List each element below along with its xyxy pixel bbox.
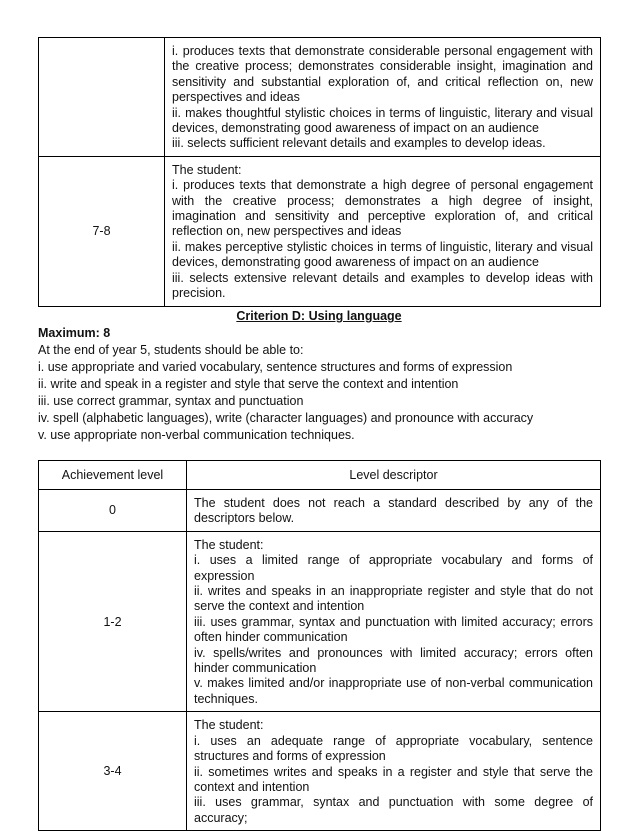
intro-text: At the end of year 5, students should be able to: [38,343,304,357]
descriptor-line: ii. writes and speaks in an inappropriate register and style that do not serve the context and intention [194,584,593,614]
level-descriptor-cell [187,490,601,532]
header-level-descriptor: Level descriptor [187,461,601,490]
table-row [39,531,601,711]
descriptor-line: iii. selects extensive relevant details and examples to develop ideas with precision. [172,270,593,301]
criterion-intro [38,325,608,444]
descriptor-line: The student does not reach a standard described by any of the descriptors below. [194,496,593,526]
descriptor-line: The student: [172,162,242,177]
table-header-row [39,461,601,490]
level-descriptor-cell [187,712,601,831]
table-row [39,712,601,831]
achievement-level-cell: 7-8 [39,156,165,306]
header-achievement-level: Achievement level [39,461,187,490]
achievement-level-cell: 3-4 [39,712,187,831]
objective-item: ii. write and speak in a register and style that serve the context and intention [38,377,459,391]
objective-item: v. use appropriate non-verbal communication techniques. [38,428,355,442]
achievement-level-cell: 1-2 [39,531,187,711]
descriptor-line: ii. makes thoughtful stylistic choices in terms of linguistic, literary and visual devices, demonstrating good awareness of impact on an audience [172,105,593,136]
descriptor-table [38,460,601,831]
descriptor-line: v. makes limited and/or inappropriate use of non-verbal communication techniques. [194,676,593,706]
objective-item: iv. spell (alphabetic languages), write (character languages) and pronounce with accuracy [38,411,534,425]
level-descriptor-cell [165,38,601,157]
descriptor-line: iii. selects sufficient relevant details and examples to develop ideas. [172,136,546,151]
descriptor-line: ii. makes perceptive stylistic choices in terms of linguistic, literary and visual devices, demonstrating good awareness of impact on an audience [172,239,593,270]
objective-item: iii. use correct grammar, syntax and punctuation [38,394,304,408]
descriptor-line: i. produces texts that demonstrate considerable personal engagement with the creative process; demonstrates considerable insight, imagination and sensitivity and substantial exploration of, and critical reflection on, new perspectives and ideas [172,44,593,105]
achievement-level-cell: 0 [39,490,187,532]
descriptor-line: iii. uses grammar, syntax and punctuation with some degree of accuracy; [194,795,593,825]
descriptor-line: iv. spells/writes and pronounces with limited accuracy; errors often hinder communication [194,645,593,676]
table-row [39,156,601,306]
descriptor-line: The student: [194,718,264,733]
level-descriptor-cell [187,531,601,711]
maximum-label: Maximum: 8 [38,326,111,340]
criterion-title: Criterion D: Using language [236,309,402,323]
table-row [39,38,601,157]
objective-item: i. use appropriate and varied vocabulary, sentence structures and forms of expression [38,360,513,374]
descriptor-line: i. uses a limited range of appropriate vocabulary and forms of expression [194,553,593,583]
descriptor-line: ii. sometimes writes and speaks in a register and style that serve the context and intention [194,764,593,794]
descriptor-table-continued [38,37,601,307]
descriptor-line: i. produces texts that demonstrate a high degree of personal engagement with the creative process; demonstrates a high degree of insight, imagination and sensitivity and perceptive exploration of, and critical reflection on, new perspectives and ideas [172,178,593,239]
achievement-level-cell [39,38,165,157]
descriptor-line: i. uses an adequate range of appropriate vocabulary, sentence structures and forms of expression [194,733,593,764]
descriptor-line: The student: [194,537,264,552]
level-descriptor-cell [165,156,601,306]
table-row [39,490,601,532]
descriptor-line: iii. uses grammar, syntax and punctuation with limited accuracy; errors often hinder communication [194,614,593,645]
